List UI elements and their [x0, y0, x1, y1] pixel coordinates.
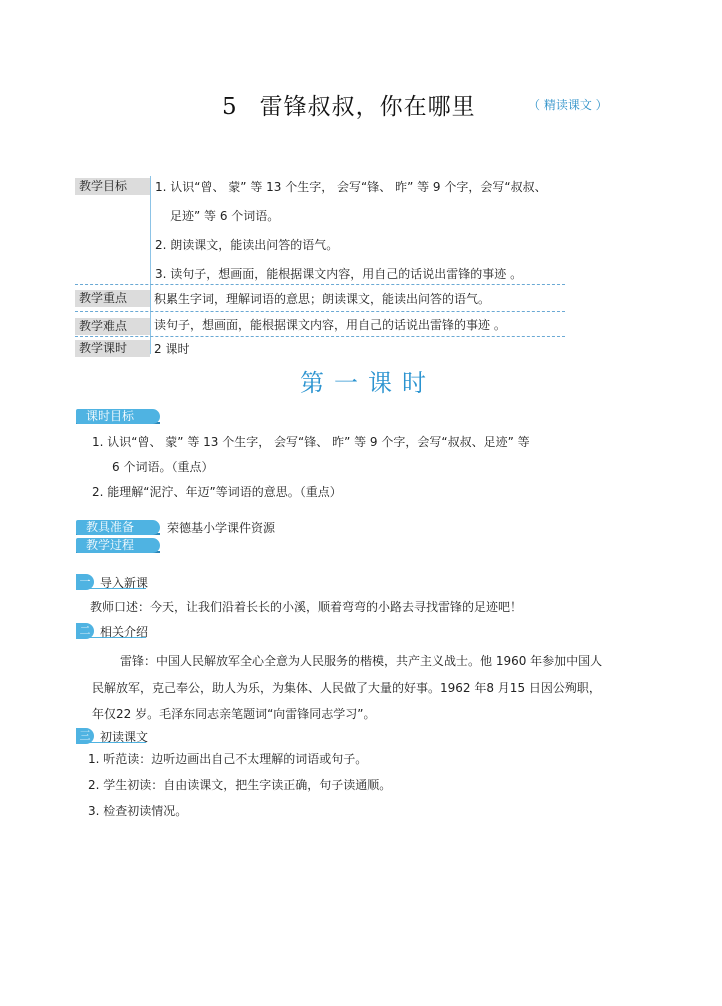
prep-label: 教具准备	[76, 520, 160, 535]
section-2-line-1: 雷锋：中国人民解放军全心全意为人民服务的楷模，共产主义战士。他 1960 年参加中国人	[120, 654, 603, 668]
section-badge-2: 二	[76, 623, 94, 639]
goal-label: 教学目标	[75, 178, 150, 195]
lesson-type-tag: （ 精读课文 ）	[528, 98, 608, 112]
row-divider	[75, 336, 565, 337]
lesson-number: 5	[222, 94, 238, 120]
key-point-text: 积累生字词，理解词语的意思；朗读课文，能读出问答的语气。	[154, 292, 491, 306]
objective-line-1a: 1. 认识“曾、 蒙” 等 13 个生字， 会写“锋、 昨” 等 9 个字，会写“叔叔、足迹” 等	[92, 435, 530, 449]
section-title-3: 初读课文	[100, 730, 149, 744]
objective-line-2: 2. 能理解“泥泞、年迈”等词语的意思。（重点）	[92, 485, 342, 499]
section-2-line-2: 民解放军，克己奉公，助人为乐，为集体、人民做了大量的好事。1962 年8 月15 日因公殉职，	[92, 681, 601, 695]
section-badge-1: 一	[76, 574, 94, 590]
section-title-1: 导入新课	[100, 576, 149, 590]
hours-label: 教学课时	[75, 340, 150, 357]
objective-line-1b: 6 个词语。（重点）	[112, 460, 214, 474]
section-heading: 第一课时	[300, 369, 436, 397]
section-3-line-2: 2. 学生初读：自由读课文，把生字读正确，句子读通顺。	[88, 778, 392, 792]
section-badge-3: 三	[76, 728, 94, 744]
hours-text: 2 课时	[154, 342, 190, 356]
goal-line-3: 3. 读句子，想画面，能根据课文内容，用自己的话说出雷锋的事迹 。	[155, 267, 523, 281]
goal-line-1b: 足迹” 等 6 个词语。	[170, 209, 280, 223]
goal-line-1a: 1. 认识“曾、 蒙” 等 13 个生字， 会写“锋、 昨” 等 9 个字，会写“叔叔、	[155, 180, 547, 194]
lesson-name: 雷锋叔叔，你在哪里	[259, 94, 476, 120]
table-divider	[150, 176, 151, 354]
prep-text: 荣德基小学课件资源	[167, 521, 276, 535]
section-2-line-3: 年仅22 岁。毛泽东同志亲笔题词“向雷锋同志学习”。	[92, 707, 376, 721]
goal-line-2: 2. 朗读课文，能读出问答的语气。	[155, 238, 339, 252]
section-3-line-1: 1. 听范读：边听边画出自己不太理解的词语或句子。	[88, 752, 368, 766]
row-divider	[75, 311, 565, 312]
lesson-title	[222, 88, 476, 121]
row-divider	[75, 284, 565, 285]
section-3-line-3: 3. 检查初读情况。	[88, 804, 188, 818]
key-point-label: 教学重点	[75, 290, 150, 307]
section-title-2: 相关介绍	[100, 625, 149, 639]
difficult-point-text: 读句子，想画面，能根据课文内容，用自己的话说出雷锋的事迹 。	[154, 318, 506, 332]
difficult-point-label: 教学难点	[75, 318, 150, 335]
objectives-label: 课时目标	[76, 409, 160, 424]
process-label: 教学过程	[76, 538, 160, 553]
section-1-line-1: 教师口述：今天，让我们沿着长长的小溪，顺着弯弯的小路去寻找雷锋的足迹吧！	[90, 600, 523, 614]
